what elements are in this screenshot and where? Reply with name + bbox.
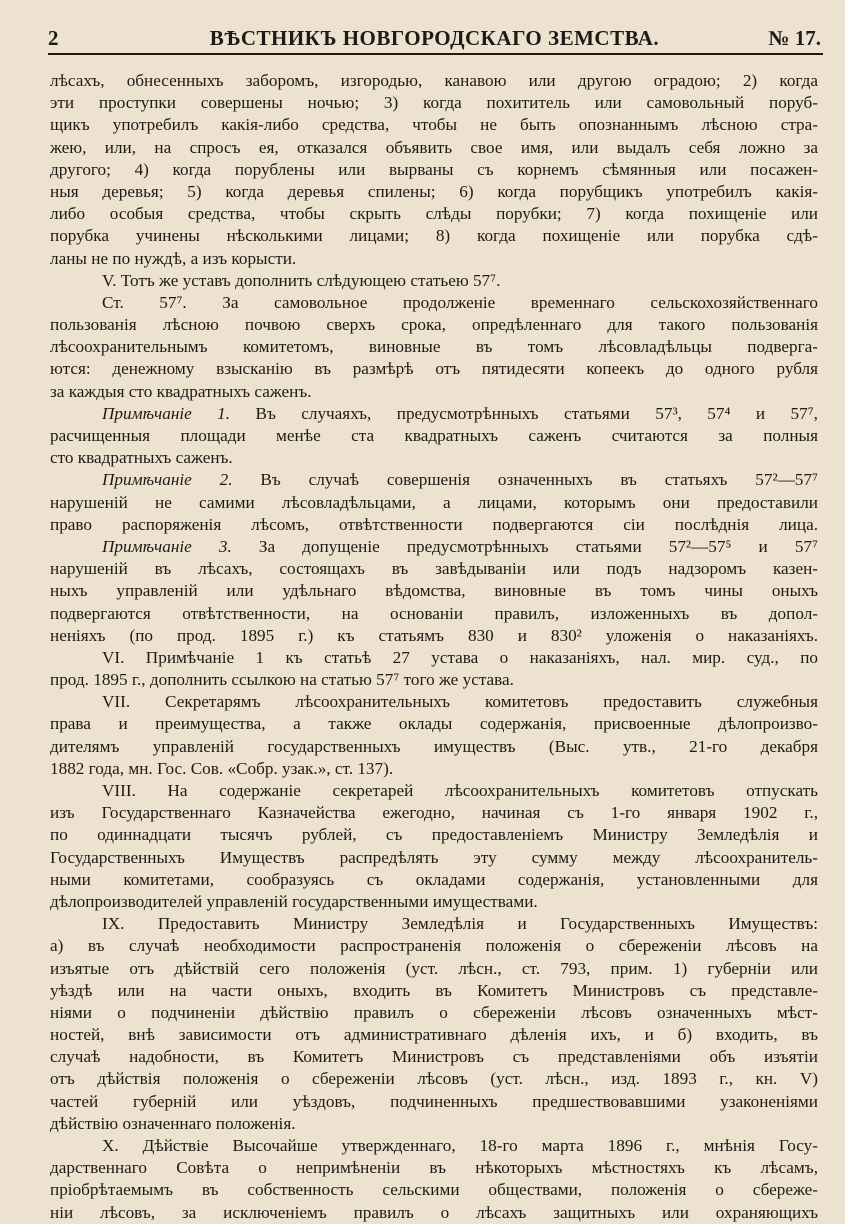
text-line	[50, 492, 818, 514]
text-line	[50, 1002, 818, 1024]
line-text: за каждыя сто квадратныхъ саженъ.	[50, 381, 312, 401]
text-line	[50, 625, 818, 647]
line-text: щикъ употребилъ какія-либо средства, чтобы не быть опознаннымъ лѣсною стра-	[50, 115, 818, 135]
text-line	[50, 1135, 818, 1157]
text-line	[50, 181, 818, 203]
line-text: случаѣ надобности, въ Комитетъ Министровъ съ представленіями объ изъятіи	[50, 1047, 818, 1067]
note-label: Примѣчаніе 1.	[102, 403, 231, 423]
page-header	[48, 26, 821, 50]
line-text: V. Тотъ же уставъ дополнить слѣдующею статьею 57⁷.	[102, 270, 501, 290]
text-line	[50, 92, 818, 114]
text-line	[50, 1068, 818, 1090]
text-line	[50, 891, 818, 913]
text-line	[50, 536, 818, 558]
line-text: расчищенныя площади менѣе ста квадратныхъ саженъ считаются за полныя	[50, 426, 818, 445]
line-text: неніяхъ (по прод. 1895 г.) къ статьямъ 830 и 830² уложенія о наказаніяхъ.	[50, 625, 818, 645]
text-line	[50, 292, 818, 314]
text-line	[50, 913, 818, 935]
text-line	[50, 159, 818, 181]
line-text: ныя деревья; 5) когда деревья спилены; 6) когда порубщикъ употребилъ какія-	[50, 181, 818, 201]
text-line	[50, 1113, 818, 1135]
text-line	[50, 248, 818, 270]
text-line	[50, 381, 818, 403]
text-line	[50, 203, 818, 225]
header-rule	[48, 53, 823, 55]
text-line	[50, 403, 818, 425]
line-text: прод. 1895 г., дополнить ссылкою на статью 57⁷ того же устава.	[50, 670, 514, 690]
journal-title: ВѢСТНИКЪ НОВГОРОДСКАГО ЗЕМСТВА.	[209, 26, 660, 50]
text-line	[50, 958, 818, 980]
text-line	[50, 603, 818, 625]
line-text: За допущеніе предусмотрѣнныхъ статьями 57²—57⁵ и 57⁷	[231, 536, 818, 556]
text-line	[50, 847, 818, 869]
text-line	[50, 114, 818, 136]
line-text: ніи лѣсовъ, за исключеніемъ правилъ о лѣсахъ защитныхъ или охраняющихъ	[50, 1202, 818, 1222]
text-line	[50, 447, 818, 469]
line-text: дителямъ управленій государственныхъ имуществъ (Выс. утв., 21-го декабря	[50, 736, 818, 756]
text-line	[50, 713, 818, 735]
line-text: подвергаются отвѣтственности, на основаніи правилъ, изложенныхъ въ допол-	[50, 603, 818, 623]
line-text: X. Дѣйствіе Высочайше утвержденнаго, 18-го марта 1896 г., мнѣнія Госу-	[102, 1136, 818, 1155]
text-line	[50, 980, 818, 1002]
text-line	[50, 758, 818, 780]
text-line	[50, 137, 818, 159]
line-text: ются: денежному взысканію въ размѣрѣ отъ пятидесяти копеекъ до одного рубля	[50, 359, 818, 379]
text-line	[50, 336, 818, 358]
text-line	[50, 270, 818, 292]
line-text: ными комитетами, сообразуясь съ окладами содержанія, установленными для	[50, 869, 818, 889]
line-text: другого; 4) когда порублены или вырваны съ корнемъ сѣмянныя или посажен-	[50, 159, 818, 179]
text-line	[50, 225, 818, 247]
line-text: а) въ случаѣ необходимости распространенія положенія о сбереженіи лѣсовъ на	[50, 936, 818, 956]
text-line	[50, 736, 818, 758]
text-line	[50, 802, 818, 824]
line-text: право распоряженія лѣсомъ, отвѣтственности подвергаются сіи послѣднія лица.	[50, 514, 818, 534]
text-line	[50, 780, 818, 802]
line-text: права и преимущества, а также оклады содержанія, присвоенные дѣлопроизво-	[50, 714, 818, 734]
line-text: порубка учинены нѣсколькими лицами; 8) когда похищеніе или порубка сдѣ-	[50, 226, 818, 246]
line-text: лѣсахъ, обнесенныхъ заборомъ, изгородью, канавою или другою оградою; 2) когда	[50, 71, 818, 90]
line-text: VIII. На содержаніе секретарей лѣсоохранительныхъ комитетовъ отпускать	[102, 781, 818, 800]
line-text: IX. Предоставить Министру Земледѣлія и Государственныхъ Имуществъ:	[102, 914, 818, 934]
note-label: Примѣчаніе 2.	[102, 470, 233, 490]
line-text: отъ дѣйствія положенія о сбереженіи лѣсовъ (уст. лѣсн., изд. 1893 г., кн. V)	[50, 1069, 818, 1089]
line-text: эти проступки совершены ночью; 3) когда похититель или самовольный поруб-	[50, 93, 818, 113]
line-text: ніями о подчиненіи дѣйствію правилъ о сбереженіи лѣсовъ означенныхъ мѣст-	[50, 1002, 818, 1022]
line-text: ныхъ управленій или удѣльнаго вѣдомства, виновные въ томъ чины оныхъ	[50, 581, 818, 601]
text-line	[50, 314, 818, 336]
text-line	[50, 691, 818, 713]
line-text: по одиннадцати тысячъ рублей, съ предоставленіемъ Министру Земледѣлія и	[50, 825, 818, 845]
text-line	[50, 70, 818, 92]
text-line	[50, 1046, 818, 1068]
line-text: жею, или, на спросъ ея, отказался объявить свое имя, или выдалъ себя ложно за	[50, 137, 818, 157]
text-line	[50, 1091, 818, 1113]
line-text: дарственнаго Совѣта о непримѣненіи въ нѣкоторыхъ мѣстностяхъ къ лѣсамъ,	[50, 1158, 818, 1178]
text-line	[50, 1024, 818, 1046]
line-text: 1882 года, мн. Гос. Сов. «Собр. узак.», ст. 137).	[50, 758, 394, 778]
line-text: Ст. 57⁷. За самовольное продолженіе временнаго сельскохозяйственнаго	[102, 292, 818, 312]
text-line	[50, 1157, 818, 1179]
text-line	[50, 514, 818, 536]
body-text	[50, 70, 818, 1224]
line-text: ностей, внѣ зависимости отъ административнаго дѣленія ихъ, и б) входить, въ	[50, 1025, 818, 1045]
text-line	[50, 358, 818, 380]
text-line	[50, 1179, 818, 1201]
text-line	[50, 647, 818, 669]
text-line	[50, 869, 818, 891]
line-text: нарушеній не самими лѣсовладѣльцами, а лицами, которымъ они предоставили	[50, 492, 818, 512]
line-text: дѣлопроизводителей управленій государственными имуществами.	[50, 891, 538, 911]
line-text: изъятые отъ дѣйствій сего положенія (уст. лѣсн., ст. 793, прим. 1) губерніи или	[50, 958, 818, 978]
text-line	[50, 669, 818, 691]
line-text: уѣздѣ или на части оныхъ, входить въ Комитетъ Министровъ съ представле-	[50, 980, 818, 1000]
note-label: Примѣчаніе 3.	[102, 536, 232, 556]
line-text: VII. Секретарямъ лѣсоохранительныхъ комитетовъ предоставить служебныя	[102, 692, 818, 712]
text-line	[50, 935, 818, 957]
line-text: Государственныхъ Имуществъ распредѣлять эту сумму между лѣсоохранитель-	[50, 847, 818, 867]
line-text: ланы не по нуждѣ, а изъ корысти.	[50, 248, 297, 268]
issue-number: № 17.	[768, 26, 821, 50]
text-line	[50, 558, 818, 580]
line-text: дѣйствію означеннаго положенія.	[50, 1113, 296, 1133]
line-text: Въ случаѣ совершенія означенныхъ въ статьяхъ 57²—57⁷	[232, 470, 818, 490]
line-text: пріобрѣтаемымъ въ собственность сельскими обществами, положенія о сбереже-	[50, 1180, 818, 1200]
line-text: частей губерній или уѣздовъ, подчиненныхъ предшествовавшими узаконеніями	[50, 1091, 818, 1111]
line-text: сто квадратныхъ саженъ.	[50, 448, 233, 468]
line-text: лѣсоохранительнымъ комитетомъ, виновные въ томъ лѣсовладѣльцы подверга-	[50, 337, 818, 357]
line-text: Въ случаяхъ, предусмотрѣнныхъ статьями 57³, 57⁴ и 57⁷,	[230, 403, 818, 423]
line-text: VI. Примѣчаніе 1 къ статьѣ 27 устава о наказаніяхъ, нал. мир. суд., по	[102, 647, 818, 667]
text-line	[50, 469, 818, 491]
line-text: нарушеній въ лѣсахъ, состоящахъ въ завѣдываніи или подъ надзоромъ казен-	[50, 559, 818, 579]
text-line	[50, 425, 818, 447]
line-text: пользованія лѣсною почвою сверхъ срока, опредѣленнаго для такого пользованія	[50, 315, 818, 335]
page-number: 2	[48, 26, 59, 50]
line-text: изъ Государственнаго Казначейства ежегодно, начиная съ 1-го января 1902 г.,	[50, 803, 818, 823]
text-line	[50, 824, 818, 846]
line-text: либо особыя средства, чтобы скрыть слѣды порубки; 7) когда похищеніе или	[50, 204, 818, 224]
text-line	[50, 580, 818, 602]
text-line	[50, 1202, 818, 1224]
